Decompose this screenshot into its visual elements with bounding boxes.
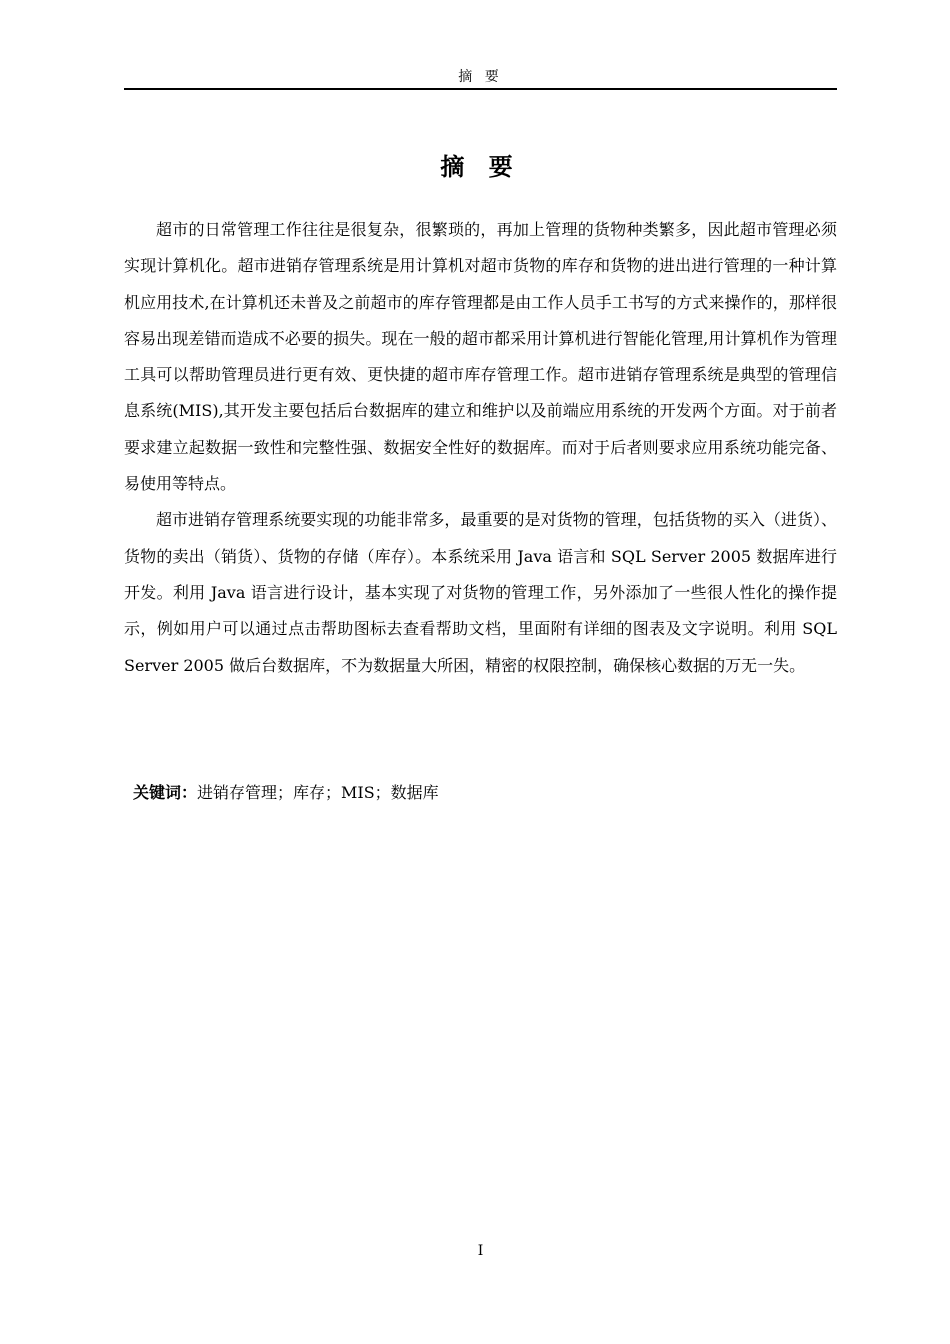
abstract-paragraph-2: 超市进销存管理系统要实现的功能非常多，最重要的是对货物的管理，包括货物的买入（进货）、货物的卖出（销货）、货物的存储（库存）。本系统采用 Java 语言和 SQL Server 2005 数据库进行开发。利用 Java 语言进行设计，基本实现了对货物的管理工作，另外添加了一些很人性化的操作提示，例如用户可以通过点击帮助图标去查看帮助文档，里面附有详细的图表及文字说明。利用 SQL Server 2005 做后台数据库，不为数据量大所困，精密的权限控制，确保核心数据的万无一失。 (124, 510, 837, 675)
page-number: I (477, 1243, 484, 1259)
keywords-value: 进销存管理；库存；MIS；数据库 (197, 783, 439, 802)
keywords-label: 关键词： (133, 783, 198, 802)
abstract-paragraph-1: 超市的日常管理工作往往是很复杂，很繁琐的，再加上管理的货物种类繁多，因此超市管理必须实现计算机化。超市进销存管理系统是用计算机对超市货物的库存和货物的进出进行管理的一种计算机应用技术,在计算机还未普及之前超市的库存管理都是由工作人员手工书写的方式来操作的，那样很容易出现差错而造成不必要的损失。现在一般的超市都采用计算机进行智能化管理,用计算机作为管理工具可以帮助管理员进行更有效、更快捷的超市库存管理工作。超市进销存管理系统是典型的管理信息系统(MIS),其开发主要包括后台数据库的建立和维护以及前端应用系统的开发两个方面。对于前者要求建立起数据一致性和完整性强、数据安全性好的数据库。而对于后者则要求应用系统功能完备、易使用等特点。 (124, 220, 837, 494)
abstract-body (124, 212, 837, 684)
page-title: 摘 要 (440, 153, 521, 181)
header-rule (124, 88, 837, 90)
keywords-line (133, 778, 833, 808)
running-header: 摘 要 (458, 69, 503, 85)
